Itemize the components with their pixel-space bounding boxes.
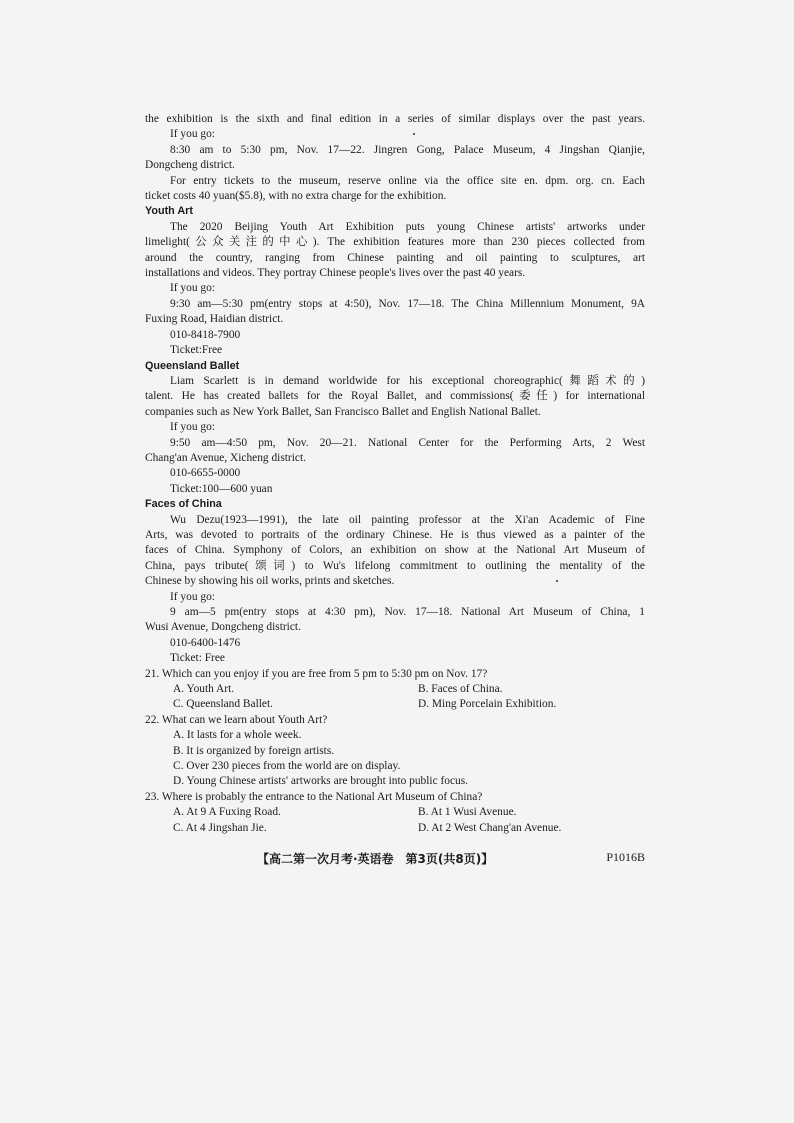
question-22-option-b: B. It is organized by foreign artists. [173, 744, 335, 757]
question-23-stem: 23. Where is probably the entrance to the National Art Museum of China? [145, 790, 483, 803]
text-line: faces of China. Symphony of Colors, an exhibition on show at the National Art Museum of [145, 544, 645, 557]
text-line: The 2020 Beijing Youth Art Exhibition puts young Chinese artists' artworks under [170, 220, 645, 233]
text-line: Liam Scarlett is in demand worldwide for his exceptional choreographic(舞蹈术的) [170, 374, 645, 387]
text-line: around the country, ranging from Chinese painting and oil painting to sculptures, art [145, 251, 645, 264]
text-line: 9 am—5 pm(entry stops at 4:30 pm), Nov. 17—18. National Art Museum of China, 1 [170, 606, 645, 618]
question-21-option-a: A. Youth Art. [173, 683, 235, 696]
question-22-option-c: C. Over 230 pieces from the world are on display. [173, 760, 401, 773]
question-23-option-a: A. At 9 A Fuxing Road. [173, 806, 281, 819]
text-line: 8:30 am to 5:30 pm, Nov. 17—22. Jingren Gong, Palace Museum, 4 Jingshan Qianjie, [170, 143, 645, 156]
question-22-stem: 22. What can we learn about Youth Art? [145, 713, 328, 726]
question-21-option-b: B. Faces of China. [418, 683, 503, 696]
text-line: If you go: [170, 421, 215, 434]
question-23-option-b: B. At 1 Wusi Avenue. [418, 806, 517, 819]
question-23-option-c: C. At 4 Jingshan Jie. [173, 821, 267, 834]
text-line: limelight(公众关注的中心). The exhibition features more than 230 pieces collected from [145, 236, 645, 249]
text-line: ticket costs 40 yuan($5.8), with no extra charge for the exhibition. [145, 190, 447, 203]
text-line: Wu Dezu(1923—1991), the late oil painting professor at the Xi'an Academic of Fine [170, 513, 645, 526]
text-line: If you go: [170, 282, 215, 295]
phone-number: 010-6655-0000 [170, 467, 241, 480]
question-23-option-d: D. At 2 West Chang'an Avenue. [418, 821, 562, 834]
footer-title: 【高二第一次月考·英语卷 第3页(共8页)】 [257, 852, 494, 866]
text-line: companies such as New York Ballet, San Francisco Ballet and English National Ballet. [145, 405, 541, 418]
text-line: the exhibition is the sixth and final edition in a series of similar displays over the past years. [145, 113, 645, 125]
scan-speck [413, 133, 415, 135]
ticket-info: Ticket:Free [170, 344, 223, 357]
ticket-info: Ticket: Free [170, 652, 225, 665]
text-line: Fuxing Road, Haidian district. [145, 313, 284, 326]
text-line: Chinese by showing his oil works, prints and sketches. [145, 575, 395, 588]
question-22-option-d: D. Young Chinese artists' artworks are brought into public focus. [173, 775, 469, 788]
text-line: installations and videos. They portray Chinese people's lives over the past 40 years. [145, 267, 526, 280]
section-heading-youth-art: Youth Art [145, 205, 193, 218]
question-21-option-c: C. Queensland Ballet. [173, 698, 273, 711]
page-footer [257, 850, 645, 867]
text-line: For entry tickets to the museum, reserve online via the office site en. dpm. org. cn. Each [170, 174, 645, 187]
question-21-option-d: D. Ming Porcelain Exhibition. [418, 698, 557, 711]
footer-code: P1016B [606, 850, 645, 864]
text-line: Wusi Avenue, Dongcheng district. [145, 621, 301, 634]
text-line: 9:30 am—5:30 pm(entry stops at 4:50), Nov. 17—18. The China Millennium Monument, 9A [170, 297, 645, 310]
question-22-option-a: A. It lasts for a whole week. [173, 729, 302, 742]
section-heading-faces-of-china: Faces of China [145, 498, 222, 511]
text-line: If you go: [170, 128, 215, 141]
scan-speck [556, 580, 558, 582]
exam-page [145, 112, 645, 836]
ticket-info: Ticket:100—600 yuan [170, 482, 273, 495]
section-heading-queensland-ballet: Queensland Ballet [145, 359, 240, 372]
text-line: If you go: [170, 590, 215, 603]
phone-number: 010-8418-7900 [170, 328, 241, 341]
text-line: Arts, was devoted to portraits of the ordinary Chinese. He is thus viewed as a painter of the [145, 528, 645, 541]
phone-number: 010-6400-1476 [170, 636, 241, 649]
text-line: Dongcheng district. [145, 159, 235, 172]
text-line: Chang'an Avenue, Xicheng district. [145, 451, 306, 464]
text-line: China, pays tribute(颂词) to Wu's lifelong commitment to outlining the mentality of the [145, 559, 645, 572]
text-line: 9:50 am—4:50 pm, Nov. 20—21. National Center for the Performing Arts, 2 West [170, 436, 645, 449]
text-line: talent. He has created ballets for the Royal Ballet, and commissions(委任) for international [145, 390, 645, 403]
question-21-stem: 21. Which can you enjoy if you are free from 5 pm to 5:30 pm on Nov. 17? [145, 667, 488, 680]
